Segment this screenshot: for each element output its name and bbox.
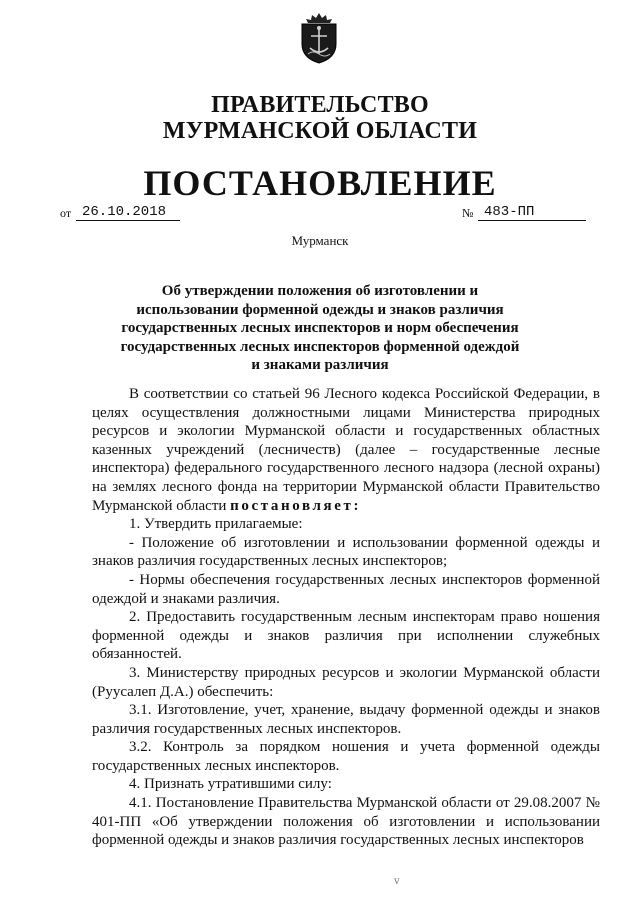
item-3: 3. Министерству природных ресурсов и экологии Мурманской области (Руусалеп Д.А.) обеспечить:: [92, 664, 600, 700]
scan-mark: ⅴ: [394, 876, 400, 887]
number-label: №: [462, 206, 474, 220]
document-date: 26.10.2018: [76, 204, 180, 221]
government-name-line1: ПРАВИТЕЛЬСТВО: [211, 92, 429, 118]
coat-of-arms-icon: [296, 12, 342, 64]
item-2: 2. Предоставить государственным лесным инспекторам право ношения форменной одежды и знаков различия при исполнении служебных обязанностей.: [92, 609, 600, 663]
document-number: 483-ПП: [478, 204, 586, 221]
item-1-b: - Нормы обеспечения государственных лесных инспекторов форменной одеждой и знаками различия.: [92, 571, 600, 607]
preamble-text: В соответствии со статьей 96 Лесного кодекса Российской Федерации, в целях осуществления должностными лицами Министерства природных ресурсов и экологии Мурманской области и государственных областных казенных учреждений (лесничеств) (далее – государственные лесные инспектора) федерального государственного лесного надзора (лесной охраны) на землях лесного фонда на территории Мурманской области Правительство Мурманской области: [92, 386, 600, 514]
preamble-paragraph: [92, 385, 600, 515]
item-3-2: 3.2. Контроль за порядком ношения и учета форменной одежды государственных лесных инспекторов.: [92, 739, 600, 774]
item-4-1: 4.1. Постановление Правительства Мурманской области от 29.08.2007 № 401-ПП «Об утверждении положения об изготовлении и использовании форменной одежды и знаков различия государственных лесных инспекторов: [92, 795, 600, 849]
item-3-1: 3.1. Изготовление, учет, хранение, выдачу форменной одежды и знаков различия государственных лесных инспекторов.: [92, 702, 600, 737]
government-name-line2: МУРМАНСКОЙ ОБЛАСТИ: [162, 118, 478, 144]
item-4: 4. Признать утратившими силу:: [129, 776, 332, 793]
city: Мурманск: [291, 233, 349, 248]
document-title: ПОСТАНОВЛЕНИЕ: [143, 163, 497, 203]
document-subject: Об утверждении положения об изготовлении и использовании форменной одежды и знаков различия государственных лесных инспекторов и норм обеспечения государственных лесных инспекторов форменной одеждой и знаками различия: [120, 283, 520, 373]
item-1-a: - Положение об изготовлении и использовании форменной одежды и знаков различия государственных лесных инспекторов;: [92, 534, 600, 570]
document-body: [92, 385, 600, 850]
date-label: от: [60, 206, 72, 220]
item-1: 1. Утвердить прилагаемые:: [129, 516, 303, 533]
decree-word: постановляет:: [230, 497, 362, 514]
